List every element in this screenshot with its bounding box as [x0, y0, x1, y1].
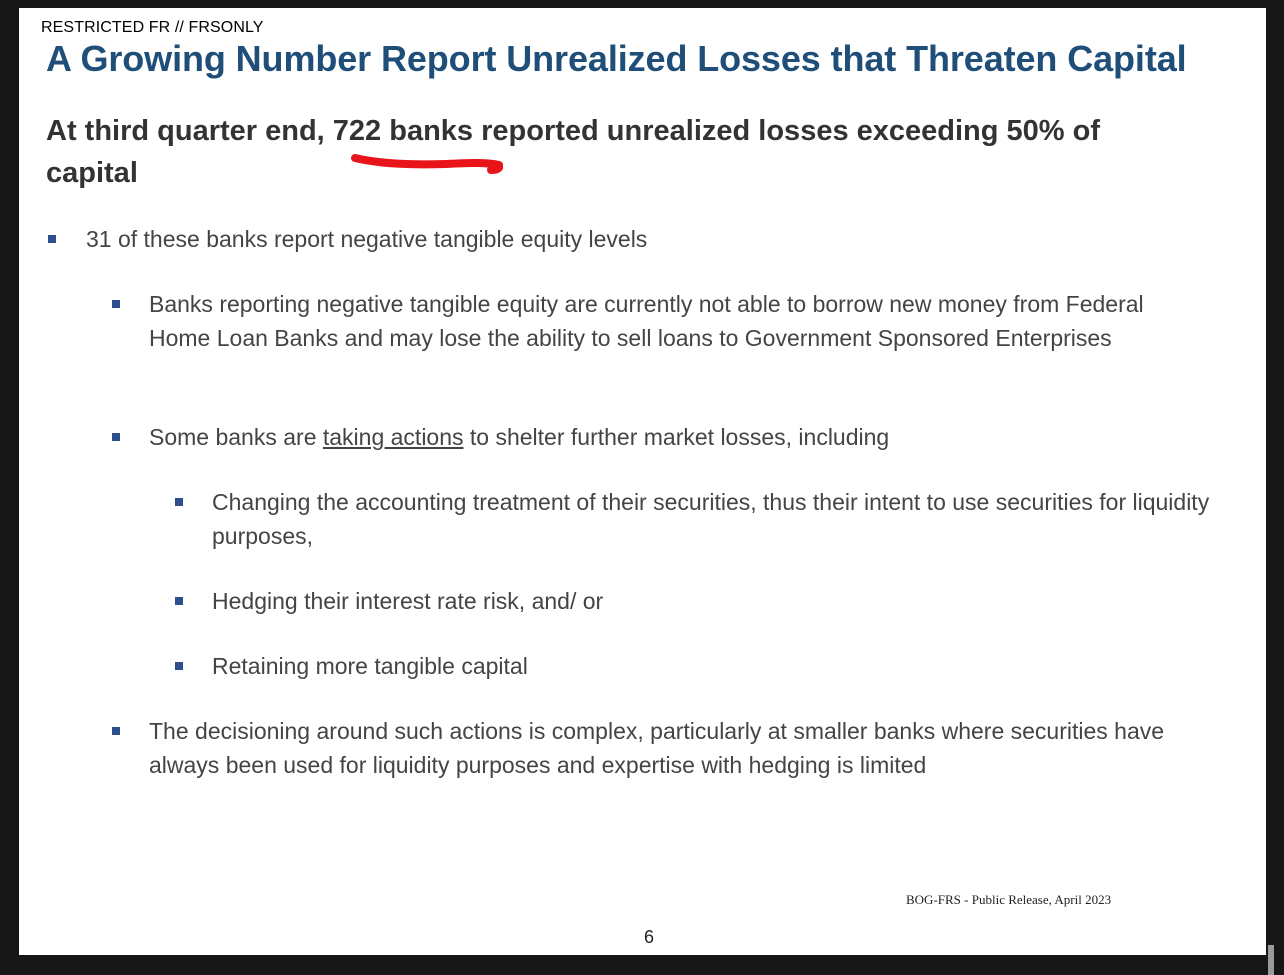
bullet-marker — [112, 300, 120, 308]
source-footer: BOG-FRS - Public Release, April 2023 — [906, 892, 1112, 907]
subtitle-highlight: 722 banks — [332, 115, 474, 147]
bullet-text-prefix: Some banks are — [149, 424, 323, 450]
bullet-text: Retaining more tangible capital — [212, 653, 528, 679]
bullet-level3-retaining-capital — [212, 649, 1252, 683]
slide-title: A Growing Number Report Unrealized Losses that Threaten Capital — [46, 38, 1187, 79]
bullet-text: The decisioning around such actions is complex, particularly at smaller banks where securities have always been used for liquidity purposes and expertise with hedging is limited — [149, 718, 1165, 778]
bullet-text: 31 of these banks report negative tangible equity levels — [86, 226, 648, 252]
bullet-text: Banks reporting negative tangible equity are currently not able to borrow new money from Federal Home Loan Banks and may lose the ability to sell loans to Government Sponsored Enterprises — [149, 291, 1144, 351]
bullet-marker — [175, 662, 183, 670]
bullet-marker — [175, 498, 183, 506]
bullet-marker — [48, 235, 56, 243]
classification-marking: RESTRICTED FR // FRSONLY — [41, 19, 264, 36]
bullet-marker — [175, 597, 183, 605]
bullet-text: Hedging their interest rate risk, and/ or — [212, 588, 604, 614]
red-underline-annotation — [351, 148, 503, 174]
bullet-level3-accounting-treatment — [212, 485, 1257, 553]
bullet-text: Changing the accounting treatment of their securities, thus their intent to use securities for liquidity purposes, — [212, 489, 1210, 549]
subtitle-suffix: reported unrealized losses exceeding 50% of capital — [46, 115, 1101, 189]
bullet-level2-taking-actions — [149, 420, 1189, 454]
bullet-marker — [112, 727, 120, 735]
page-number: 6 — [644, 927, 655, 947]
taking-actions-link[interactable]: taking actions — [322, 424, 464, 450]
bullet-marker — [112, 433, 120, 441]
scrollbar-sliver — [1268, 945, 1274, 975]
bullet-level1-tangible-equity — [86, 222, 1236, 256]
slide — [19, 8, 1266, 955]
slide-subtitle — [46, 110, 1196, 194]
bullet-level2-negative-equity — [149, 287, 1189, 355]
bullet-text-suffix: to shelter further market losses, including — [463, 424, 890, 450]
subtitle-prefix: At third quarter end, — [46, 115, 333, 147]
bullet-level2-decisioning — [149, 714, 1219, 782]
bullet-level3-hedging — [212, 584, 1252, 618]
